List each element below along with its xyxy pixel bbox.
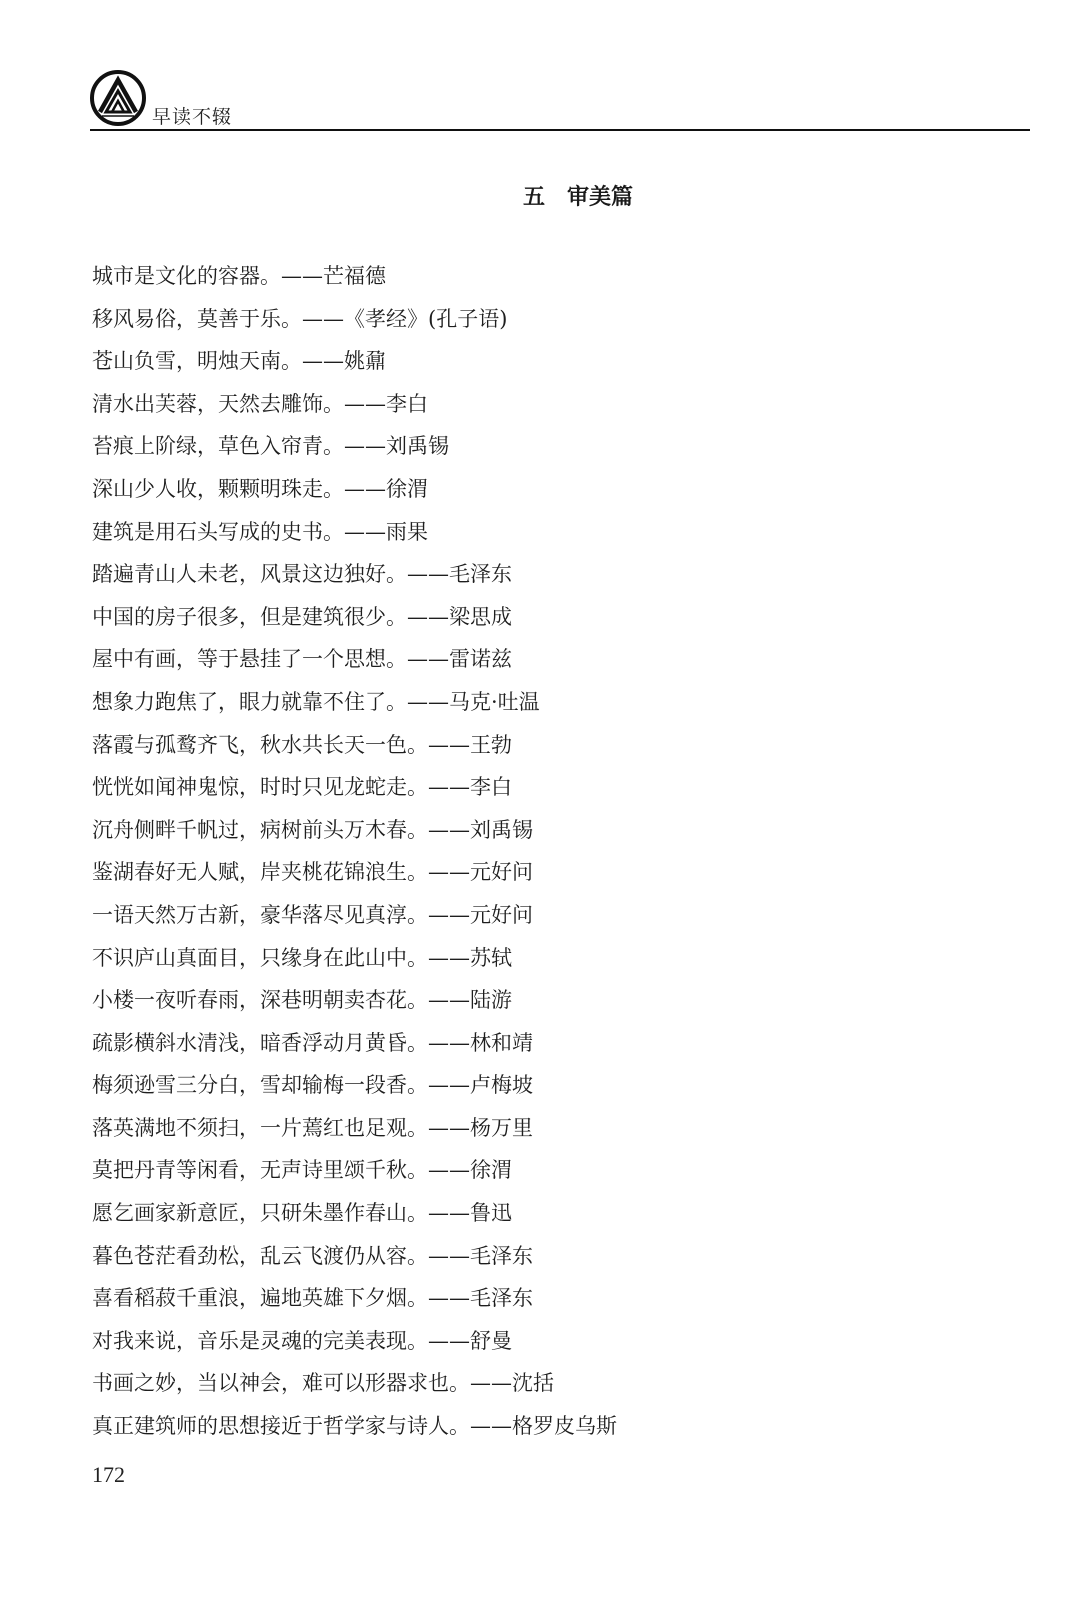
quote-item: 落霞与孤鹜齐飞，秋水共长天一色。——王勃 <box>92 732 512 757</box>
quote-item: 沉舟侧畔千帆过，病树前头万木春。——刘禹锡 <box>92 817 533 842</box>
quote-item: 城市是文化的容器。——芒福德 <box>92 264 386 288</box>
quote-item: 深山少人收，颗颗明珠走。——徐渭 <box>92 476 428 501</box>
section-name: 审美篇 <box>567 185 634 210</box>
quote-item: 不识庐山真面目，只缘身在此山中。——苏轼 <box>92 945 512 970</box>
quote-item: 暮色苍茫看劲松，乱云飞渡仍从容。——毛泽东 <box>92 1243 533 1268</box>
quote-item: 莫把丹青等闲看，无声诗里颂千秋。——徐渭 <box>92 1158 512 1183</box>
quote-item: 书画之妙，当以神会，难可以形器求也。——沈括 <box>92 1371 554 1396</box>
book-title: 早读不辍 <box>152 106 233 128</box>
quote-item: 疏影横斜水清浅，暗香浮动月黄昏。——林和靖 <box>92 1030 533 1055</box>
running-header <box>90 70 1030 134</box>
quote-item: 梅须逊雪三分白，雪却输梅一段香。——卢梅坡 <box>92 1073 533 1098</box>
quote-item: 一语天然万古新，豪华落尽见真淳。——元好问 <box>92 902 533 927</box>
quote-item: 移风易俗，莫善于乐。——《孝经》(孔子语) <box>92 306 508 331</box>
quote-item: 喜看稻菽千重浪，遍地英雄下夕烟。——毛泽东 <box>92 1286 533 1311</box>
quote-list <box>92 261 617 1454</box>
book-emblem-icon <box>90 70 146 126</box>
quote-item: 清水出芙蓉，天然去雕饰。——李白 <box>92 391 428 416</box>
quote-item: 真正建筑师的思想接近于哲学家与诗人。——格罗皮乌斯 <box>92 1414 617 1439</box>
section-number: 五 <box>522 185 545 210</box>
section-title <box>0 180 1086 211</box>
quote-item: 愿乞画家新意匠，只研朱墨作春山。——鲁迅 <box>92 1201 512 1226</box>
quote-item: 屋中有画，等于悬挂了一个思想。——雷诺兹 <box>92 647 512 672</box>
header-rule <box>90 129 1030 131</box>
quote-item: 踏遍青山人未老，风景这边独好。——毛泽东 <box>92 562 512 587</box>
page-number: 172 <box>92 1462 125 1487</box>
quote-item: 苔痕上阶绿，草色入帘青。——刘禹锡 <box>92 434 449 459</box>
quote-item: 小楼一夜听春雨，深巷明朝卖杏花。——陆游 <box>92 988 512 1013</box>
quote-item: 恍恍如闻神鬼惊，时时只见龙蛇走。——李白 <box>92 775 512 800</box>
quote-item: 鉴湖春好无人赋，岸夹桃花锦浪生。——元好问 <box>92 860 533 885</box>
quote-item: 建筑是用石头写成的史书。——雨果 <box>92 519 428 544</box>
quote-item: 对我来说，音乐是灵魂的完美表现。——舒曼 <box>92 1328 512 1353</box>
quote-item: 想象力跑焦了，眼力就靠不住了。——马克·吐温 <box>92 689 540 714</box>
quote-item: 落英满地不须扫，一片蔫红也足观。——杨万里 <box>92 1115 533 1140</box>
quote-item: 苍山负雪，明烛天南。——姚鼐 <box>92 349 386 374</box>
quote-item: 中国的房子很多，但是建筑很少。——梁思成 <box>92 604 512 629</box>
